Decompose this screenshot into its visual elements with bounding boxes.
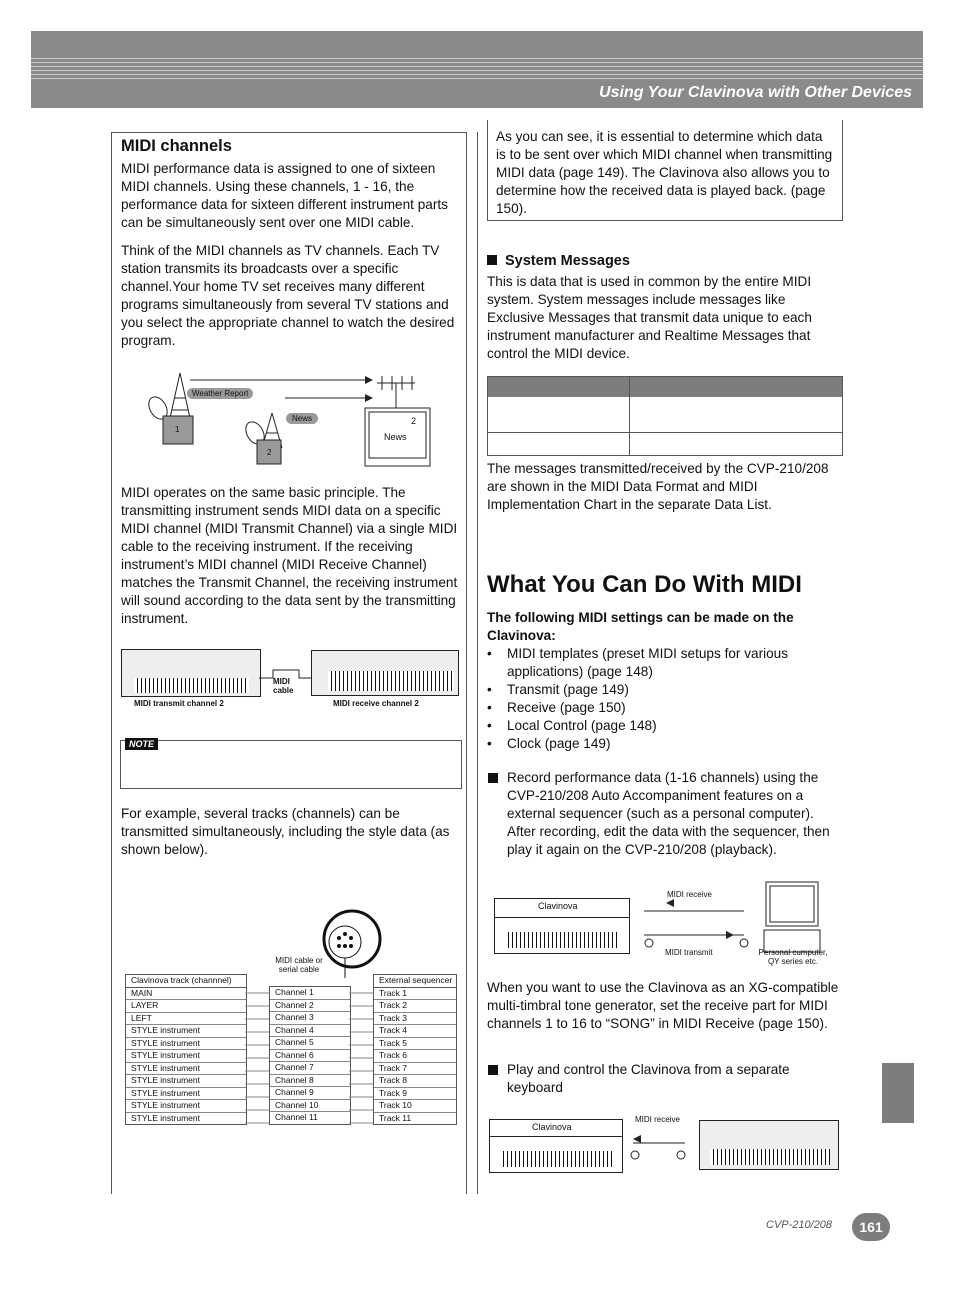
channel-row: Channel 3 — [270, 1012, 350, 1025]
left-row: LEFT — [126, 1013, 246, 1026]
system-messages-paragraph: This is data that is used in common by the entire MIDI system. System messages include messages like Exclusive Messages that transmit data unique to each instrument manufacturer and Realtime Messages that control the MIDI device. — [487, 274, 812, 361]
list-item: • MIDI templates (preset MIDI setups for various applications) (page 148) — [507, 645, 827, 681]
track-row: Track 6 — [374, 1050, 456, 1063]
receive-keys — [328, 671, 454, 691]
channel-row: Channel 9 — [270, 1087, 350, 1100]
system-messages-heading — [487, 253, 630, 269]
track-row: Track 4 — [374, 1025, 456, 1038]
weather-report-tag: Weather Report — [187, 388, 253, 399]
clavinova-pc-keys — [505, 932, 619, 948]
channel-row: Channel 5 — [270, 1037, 350, 1050]
tv-channel-diagram — [140, 368, 440, 470]
table-header-row — [488, 377, 842, 397]
left-column-rule — [111, 132, 112, 1194]
left-row: LAYER — [126, 1000, 246, 1013]
tv-channel-number: 2 — [411, 416, 417, 426]
receive-keyboard — [311, 650, 459, 696]
record-paragraph: Record performance data (1-16 channels) using the CVP-210/208 Auto Accompaniment features on a external sequencer (such as a personal computer). After recording, edit the data with the sequencer, then play it again on the CVP-210/208 (playback). — [507, 770, 830, 857]
table-row-divider — [488, 432, 842, 433]
right-column-rule — [477, 132, 478, 1194]
kb-midi-receive-label: MIDI receive — [635, 1115, 680, 1124]
system-messages-table — [487, 376, 843, 456]
settings-intro: The following MIDI settings can be made on the Clavinova: — [487, 610, 794, 643]
left-table-header: Clavinova track (channnel) — [126, 975, 246, 988]
external-keyboard — [699, 1120, 839, 1170]
left-column-top-rule — [111, 132, 467, 133]
station-box-1: 1 — [175, 425, 180, 434]
track-row: Track 2 — [374, 1000, 456, 1013]
channel-row: Channel 7 — [270, 1062, 350, 1075]
station-box-2: 2 — [267, 448, 272, 457]
note-label: NOTE — [125, 738, 158, 750]
pc-midi-receive-label: MIDI receive — [667, 890, 712, 899]
left-row: STYLE instrument — [126, 1025, 246, 1038]
external-keys — [710, 1149, 830, 1165]
right-table-header: External sequencer — [374, 975, 456, 988]
midi-cable-diagram — [121, 648, 461, 712]
clavinova-kb-label: Clavinova — [532, 1122, 572, 1132]
pc-midi-transmit-label: MIDI transmit — [665, 948, 713, 957]
chapter-tab — [882, 1063, 914, 1123]
left-row: STYLE instrument — [126, 1075, 246, 1088]
midi-cable-label: MIDI cable — [273, 677, 294, 695]
track-row: Track 5 — [374, 1038, 456, 1051]
paragraph-3: MIDI operates on the same basic principle. The transmitting instrument sends MIDI data on a specific MIDI channel (MIDI Transmit Channel) via a single MIDI cable to the receiving instrument. If the receiving instrument’s MIDI channel (MIDI Receive Channel) matches the Transmit Channel, the receiving instrument will sound according to the data sent by the transmitting instrument. — [121, 485, 458, 626]
left-row: STYLE instrument — [126, 1100, 246, 1113]
keyboard-control-diagram — [489, 1112, 841, 1174]
note-box — [120, 740, 462, 789]
track-row: Track 7 — [374, 1063, 456, 1076]
transmit-keyboard — [121, 649, 261, 697]
list-item: • Clock (page 149) — [507, 735, 827, 753]
left-column-right-rule — [466, 132, 467, 1194]
track-row: Track 11 — [379, 1112, 412, 1123]
track-row: Track 9 — [374, 1088, 456, 1101]
channel-row: Channel 1 — [270, 987, 350, 1000]
square-bullet-icon — [488, 773, 498, 783]
left-row: STYLE instrument — [126, 1063, 246, 1076]
channel-row: Channel 8 — [270, 1075, 350, 1088]
info-box — [487, 120, 843, 221]
pc-connection-diagram — [494, 880, 834, 970]
what-you-can-do-heading: What You Can Do With MIDI — [487, 571, 802, 598]
square-bullet-icon — [488, 1065, 498, 1075]
left-row: STYLE instrument — [126, 1088, 246, 1101]
receive-channel-label: MIDI receive channel 2 — [333, 699, 419, 708]
list-item: • Transmit (page 149) — [507, 681, 827, 699]
clavinova-track-table — [125, 974, 247, 1125]
routing-lines-svg — [245, 986, 375, 1126]
left-row: MAIN — [126, 988, 246, 1001]
paragraph-2: Think of the MIDI channels as TV channels. Each TV station transmits its broadcasts over a specific channel.Your home TV set receives many different programs simultaneously from several TV stations and you select the appropriate channel to watch the desired program. — [121, 243, 455, 348]
list-item: • Receive (page 150) — [507, 699, 827, 717]
messages-paragraph: The messages transmitted/received by the CVP-210/208 are shown in the MIDI Data Format and MIDI Implementation Chart in the separate Data List. — [487, 461, 829, 512]
left-row: STYLE instrument — [126, 1038, 246, 1051]
track-row: Track 1 — [374, 988, 456, 1001]
tv-news-label: News — [384, 432, 407, 442]
channel-row: Channel 11 — [275, 1112, 318, 1122]
track-row: Track 10 — [374, 1100, 456, 1113]
left-row: STYLE instrument — [131, 1112, 200, 1123]
track-row: Track 3 — [374, 1013, 456, 1026]
settings-list — [487, 645, 827, 753]
table-column-divider — [629, 377, 630, 455]
channel-row: Channel 6 — [270, 1050, 350, 1063]
clavinova-pc-label: Clavinova — [538, 901, 578, 911]
play-paragraph: Play and control the Clavinova from a separate keyboard — [507, 1062, 790, 1095]
midi-channels-heading: MIDI channels — [121, 137, 232, 155]
system-messages-heading-text: System Messages — [505, 253, 630, 269]
left-row: STYLE instrument — [126, 1050, 246, 1063]
channel-row: Channel 2 — [270, 1000, 350, 1013]
page-number: 161 — [852, 1213, 890, 1241]
square-bullet-icon — [487, 255, 497, 265]
xg-paragraph: When you want to use the Clavinova as an XG-compatible multi-timbral tone generator, set the receive part for MIDI channels 1 to 16 to “SONG” in MIDI Receive (page 150). — [487, 980, 839, 1031]
news-tag: News — [286, 413, 318, 424]
sequencer-track-table — [373, 974, 457, 1125]
footer-model: CVP-210/208 — [766, 1219, 833, 1231]
pc-device-label: Personal cumputer, QY series etc. — [758, 948, 828, 966]
transmit-channel-label: MIDI transmit channel 2 — [134, 699, 224, 708]
channel-row: Channel 4 — [270, 1025, 350, 1038]
paragraph-4: For example, several tracks (channels) can be transmitted simultaneously, including the style data (as shown below). — [121, 806, 450, 857]
serial-cable-label: MIDI cable or serial cable — [275, 956, 323, 974]
info-box-text: As you can see, it is essential to determine which data is to be sent over which MIDI channel when transmitting MIDI data (page 149). The Clavinova also allows you to determine how the received data is played back. (page 150). — [496, 129, 833, 216]
list-item: • Local Control (page 148) — [507, 717, 827, 735]
channel-row: Channel 10 — [270, 1100, 350, 1113]
track-diagram — [125, 908, 457, 1130]
track-row: Track 8 — [374, 1075, 456, 1088]
clavinova-kb-keys — [500, 1151, 612, 1167]
running-header-title: Using Your Clavinova with Other Devices — [599, 84, 912, 101]
paragraph-1: MIDI performance data is assigned to one of sixteen MIDI channels. Using these channels, 1 - 16, the performance data for sixteen different instrument parts can be simultaneously sent over one MIDI cable. — [121, 161, 448, 230]
transmit-keys — [134, 678, 249, 693]
header-stripes — [31, 58, 923, 80]
